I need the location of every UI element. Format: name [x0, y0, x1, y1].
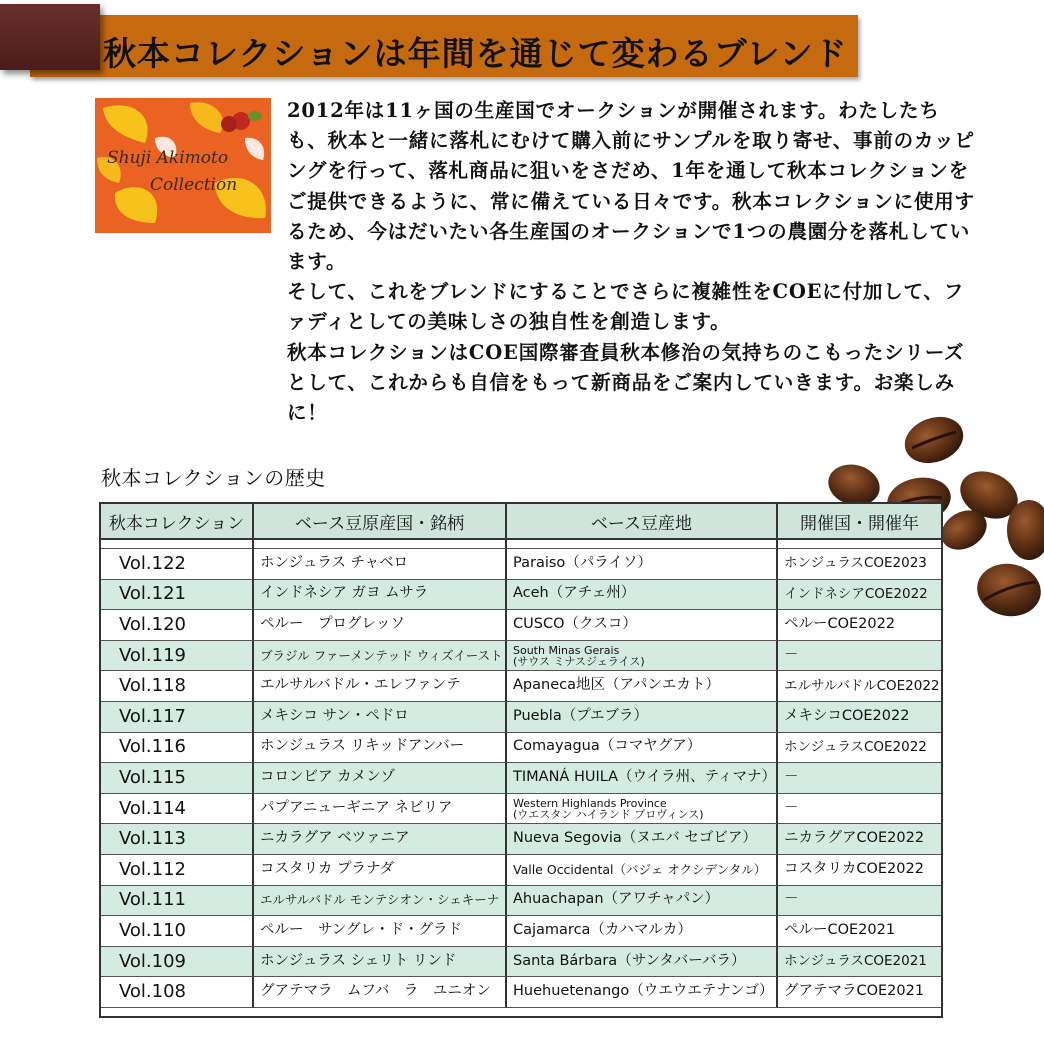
cell-region: Western Highlands Province (ウエスタン ハイランド プロヴィンス)	[507, 794, 778, 825]
cell-volume: Vol.115	[101, 763, 254, 794]
cell-region: Nueva Segovia（ヌエバ セゴビア）	[507, 824, 778, 855]
logo-text-line1: Shuji Akimoto	[107, 148, 229, 168]
cell-region: Huehuetenango（ウエウエテナンゴ）	[507, 977, 778, 1008]
cell-origin: エルサルバドル モンテシオン・シェキーナ	[254, 886, 507, 917]
cell-region: Cajamarca（カハマルカ）	[507, 916, 778, 947]
table-row	[101, 610, 941, 641]
cell-volume: Vol.116	[101, 733, 254, 764]
col-header-collection: 秋本コレクション	[101, 504, 254, 540]
cell-volume: Vol.110	[101, 916, 254, 947]
table-row	[101, 947, 941, 978]
header-accent-block	[0, 4, 100, 70]
cell-volume: Vol.109	[101, 947, 254, 978]
cell-region: Santa Bárbara（サンタバーバラ）	[507, 947, 778, 978]
table-row	[101, 580, 941, 611]
table-row	[101, 549, 941, 580]
cell-volume: Vol.108	[101, 977, 254, 1008]
history-section-title: 秋本コレクションの歴史	[101, 466, 326, 490]
cell-event: インドネシアCOE2022	[778, 580, 941, 611]
cell-volume: Vol.121	[101, 580, 254, 611]
cell-event: ホンジュラスCOE2023	[778, 549, 941, 580]
cell-region: TIMANÁ HUILA（ウイラ州、ティマナ）	[507, 763, 778, 794]
cell-event: ペルーCOE2021	[778, 916, 941, 947]
cell-origin: ホンジュラス リキッドアンバー	[254, 733, 507, 764]
collection-logo-image	[95, 98, 271, 233]
table-row	[101, 855, 941, 886]
table-spacer-row	[101, 540, 941, 549]
table-row	[101, 702, 941, 733]
cell-origin: ペルー プログレッソ	[254, 610, 507, 641]
cell-volume: Vol.117	[101, 702, 254, 733]
cell-region: Aceh（アチェ州）	[507, 580, 778, 611]
cell-event: メキシコCOE2022	[778, 702, 941, 733]
cell-origin: コロンビア カメンゾ	[254, 763, 507, 794]
table-row	[101, 733, 941, 764]
cell-volume: Vol.113	[101, 824, 254, 855]
cell-origin: インドネシア ガヨ ムサラ	[254, 580, 507, 611]
col-header-origin: ベース豆原産国・銘柄	[254, 504, 507, 540]
table-row	[101, 977, 941, 1008]
cell-origin: パプアニューギニア ネビリア	[254, 794, 507, 825]
cell-region: Valle Occidental（バジェ オクシデンタル）	[507, 855, 778, 886]
table-row	[101, 763, 941, 794]
table-row	[101, 671, 941, 702]
cell-region: Ahuachapan（アワチャパン）	[507, 886, 778, 917]
cell-volume: Vol.114	[101, 794, 254, 825]
cell-event: ホンジュラスCOE2021	[778, 947, 941, 978]
cell-event: －	[778, 763, 941, 794]
cell-volume: Vol.112	[101, 855, 254, 886]
page-title: 秋本コレクションは年間を通じて変わるブレンド	[103, 34, 848, 73]
cell-region: Paraiso（パライソ）	[507, 549, 778, 580]
cell-origin: ニカラグア ベツァニア	[254, 824, 507, 855]
cell-volume: Vol.118	[101, 671, 254, 702]
cell-origin: ブラジル ファーメンテッド ウィズイースト	[254, 641, 507, 672]
table-header-row	[101, 504, 941, 540]
cell-origin: コスタリカ プラナダ	[254, 855, 507, 886]
table-row	[101, 641, 941, 672]
intro-paragraph: 秋本コレクションはCOE国際審査員秋本修治の気持ちのこもったシリーズとして、これからも自信をもって新商品をご案内していきます。お楽しみに！	[287, 340, 965, 425]
cell-volume: Vol.111	[101, 886, 254, 917]
cell-region: Puebla（プエブラ）	[507, 702, 778, 733]
cell-event: ペルーCOE2022	[778, 610, 941, 641]
cell-volume: Vol.120	[101, 610, 254, 641]
table-row	[101, 916, 941, 947]
table-row	[101, 794, 941, 825]
table-row	[101, 824, 941, 855]
cell-region: CUSCO（クスコ）	[507, 610, 778, 641]
cell-event: －	[778, 794, 941, 825]
cell-region: Apaneca地区（アパンエカト）	[507, 671, 778, 702]
cell-event: ホンジュラスCOE2022	[778, 733, 941, 764]
intro-text	[287, 96, 977, 428]
logo-text-line2: Collection	[150, 175, 238, 195]
cell-event: グアテマラCOE2021	[778, 977, 941, 1008]
history-table	[99, 502, 943, 1018]
cell-origin: ペルー サングレ・ド・グラド	[254, 916, 507, 947]
intro-paragraph: 2012年は11ヶ国の生産国でオークションが開催されます。わたしたちも、秋本と一緒に落札にむけて購入前にサンプルを取り寄せ、事前のカッピングを行って、落札商品に狙いをさだめ、1年を通して秋本コレクションをご提供できるように、常に備えている日々です。秋本コレクションに使用するため、今はだいたい各生産国のオークションで1つの農園分を落札しています。	[287, 99, 975, 274]
cell-origin: メキシコ サン・ペドロ	[254, 702, 507, 733]
cell-origin: グアテマラ ムフバ ラ ユニオン	[254, 977, 507, 1008]
intro-paragraph: そして、これをブレンドにすることでさらに複雑性をCOEに付加して、ファディとしての美味しさの独自性を創造します。	[287, 280, 965, 334]
cell-volume: Vol.122	[101, 549, 254, 580]
table-row	[101, 886, 941, 917]
col-header-region: ベース豆産地	[507, 504, 778, 540]
cell-volume: Vol.119	[101, 641, 254, 672]
cell-event: ニカラグアCOE2022	[778, 824, 941, 855]
cell-event: エルサルバドルCOE2022	[778, 671, 941, 702]
cell-event: －	[778, 641, 941, 672]
cell-region: South Minas Gerais (サウス ミナスジェライス)	[507, 641, 778, 672]
cell-origin: エルサルバドル・エレファンテ	[254, 671, 507, 702]
cell-region: Comayagua（コマヤグア）	[507, 733, 778, 764]
cell-origin: ホンジュラス シェリト リンド	[254, 947, 507, 978]
cell-event: コスタリカCOE2022	[778, 855, 941, 886]
cell-origin: ホンジュラス チャベロ	[254, 549, 507, 580]
col-header-event: 開催国・開催年	[778, 504, 941, 540]
cell-event: －	[778, 886, 941, 917]
